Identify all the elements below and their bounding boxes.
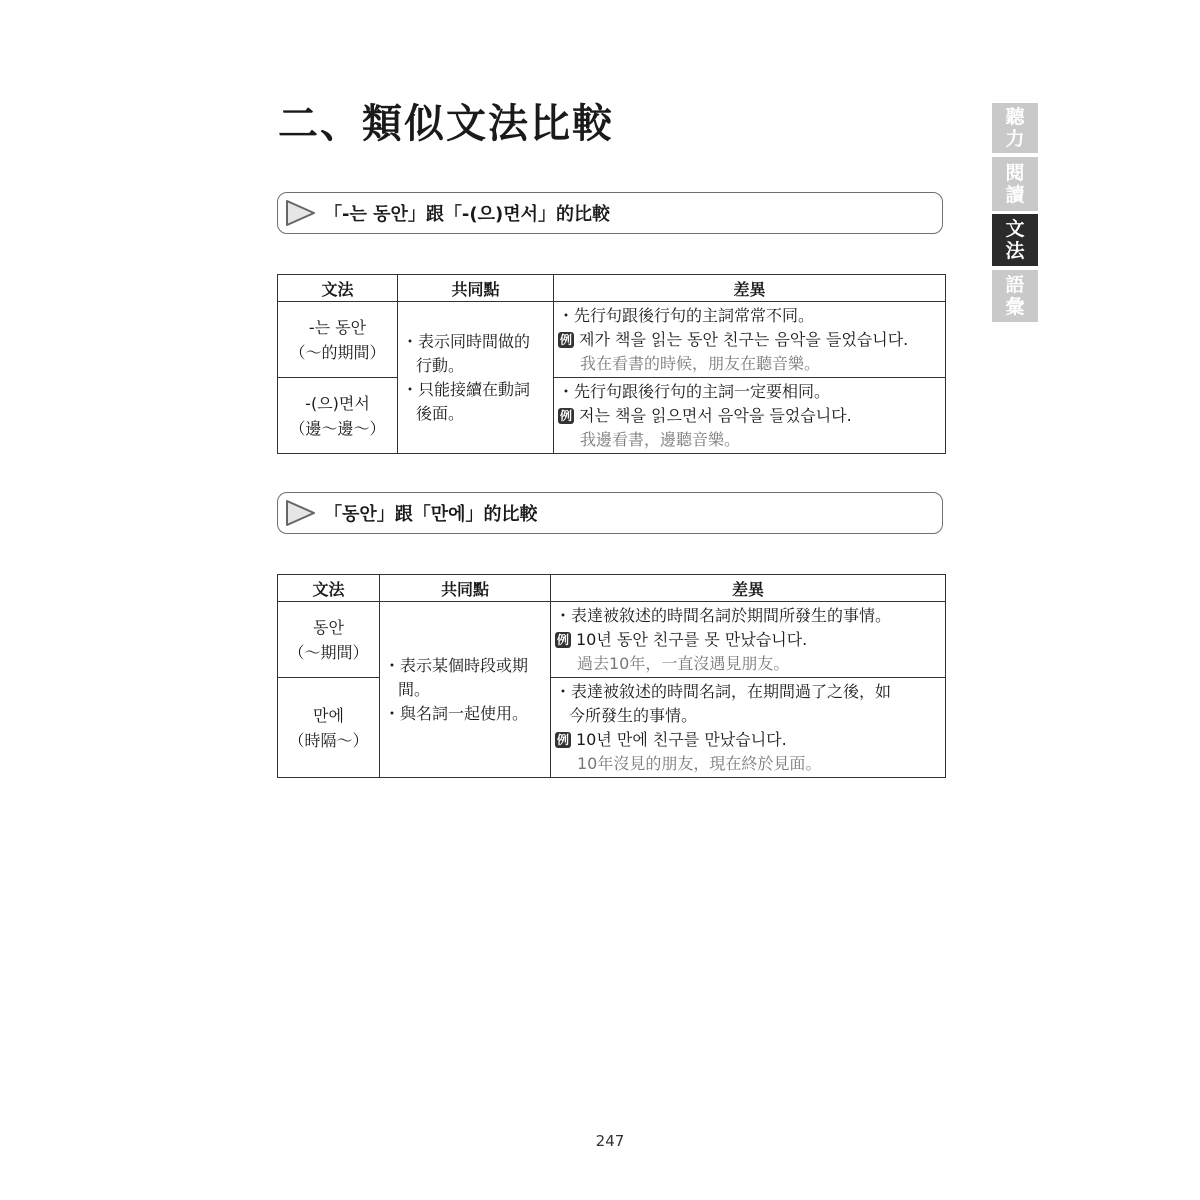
play-triangle-icon <box>284 198 318 228</box>
side-tab-reading[interactable] <box>992 157 1038 211</box>
section-header <box>277 492 943 534</box>
side-tab-vocabulary[interactable] <box>992 270 1038 322</box>
grammar-cell <box>278 378 398 454</box>
difference-point: ・先行句跟後行句的主詞一定要相同。 <box>558 381 831 401</box>
page-number: 247 <box>595 1132 625 1150</box>
side-tab-label: 語 彙 <box>1005 274 1025 318</box>
table-header-row <box>278 575 946 602</box>
table-row <box>278 678 946 778</box>
difference-cell <box>554 302 946 378</box>
example-sentence: 10년 만에 친구를 만났습니다. <box>576 729 787 749</box>
example-badge-icon: 例 <box>556 732 569 747</box>
difference-cell <box>551 602 946 678</box>
grammar-cell <box>278 678 380 778</box>
column-header: 文法 <box>278 575 380 602</box>
grammar-meaning: （時隔～） <box>288 730 369 750</box>
difference-cell <box>554 378 946 454</box>
column-header: 差異 <box>554 275 946 302</box>
comparison-table <box>277 274 946 454</box>
example-sentence: 10년 동안 친구를 못 만났습니다. <box>576 629 808 649</box>
common-text: 間。 <box>398 679 431 699</box>
section-title: 「동안」跟「만에」的比較 <box>324 504 538 525</box>
grammar-meaning: （～期間） <box>288 642 369 662</box>
grammar-meaning: （～的期間） <box>289 342 386 362</box>
comparison-table <box>277 574 946 778</box>
table-row <box>278 378 946 454</box>
table-row <box>278 602 946 678</box>
difference-point: ・表達被敘述的時間名詞，在期間過了之後，如 <box>555 681 892 701</box>
difference-cell <box>551 678 946 778</box>
grammar-form: -는 동안 <box>308 317 367 337</box>
grammar-form: 동안 <box>313 617 344 637</box>
side-tab-grammar[interactable] <box>992 214 1038 266</box>
column-header: 文法 <box>278 275 398 302</box>
example-translation: 我邊看書，邊聽音樂。 <box>580 429 741 449</box>
play-triangle-icon <box>284 498 318 528</box>
common-text: ・與名詞一起使用。 <box>384 703 529 723</box>
example-translation: 我在看書的時候，朋友在聽音樂。 <box>580 353 821 373</box>
side-tab-label: 閱 讀 <box>1005 162 1025 206</box>
common-text: ・只能接續在動詞 <box>402 379 531 399</box>
example-sentence: 제가 책을 읽는 동안 친구는 음악을 들었습니다. <box>579 329 909 349</box>
example-line <box>558 404 941 428</box>
section-header <box>277 192 943 234</box>
common-text: ・表示某個時段或期 <box>384 655 529 675</box>
grammar-cell <box>278 602 380 678</box>
section-title: 「-는 동안」跟「-(으)면서」的比較 <box>324 204 610 225</box>
example-line <box>555 728 941 752</box>
grammar-meaning: （邊～邊～） <box>289 418 386 438</box>
table-header-row <box>278 275 946 302</box>
column-header: 差異 <box>551 575 946 602</box>
example-translation: 10年沒見的朋友，現在終於見面。 <box>577 753 822 773</box>
common-text: 行動。 <box>416 355 465 375</box>
side-tab-label: 聽 力 <box>1005 106 1025 150</box>
side-tab-listening[interactable] <box>992 103 1038 153</box>
table-row <box>278 302 946 378</box>
example-badge-icon: 例 <box>559 408 572 423</box>
grammar-form: -(으)면서 <box>305 393 370 413</box>
common-text: ・表示同時間做的 <box>402 331 531 351</box>
common-text: 後面。 <box>416 403 465 423</box>
example-line <box>555 628 941 652</box>
column-header: 共同點 <box>380 575 551 602</box>
difference-point-continued: 今所發生的事情。 <box>569 705 698 725</box>
common-cell <box>380 602 551 778</box>
example-sentence: 저는 책을 읽으면서 음악을 들었습니다. <box>579 405 852 425</box>
difference-point: ・先行句跟後行句的主詞常常不同。 <box>558 305 815 325</box>
common-cell <box>398 302 554 454</box>
side-tab-label: 文 法 <box>1005 218 1025 262</box>
page-title: 二、類似文法比較 <box>278 101 614 147</box>
example-badge-icon: 例 <box>559 332 572 347</box>
example-line <box>558 328 941 352</box>
grammar-cell <box>278 302 398 378</box>
example-badge-icon: 例 <box>556 632 569 647</box>
grammar-form: 만에 <box>313 705 344 725</box>
column-header: 共同點 <box>398 275 554 302</box>
difference-point: ・表達被敘述的時間名詞於期間所發生的事情。 <box>555 605 892 625</box>
example-translation: 過去10年，一直沒遇見朋友。 <box>577 653 790 673</box>
